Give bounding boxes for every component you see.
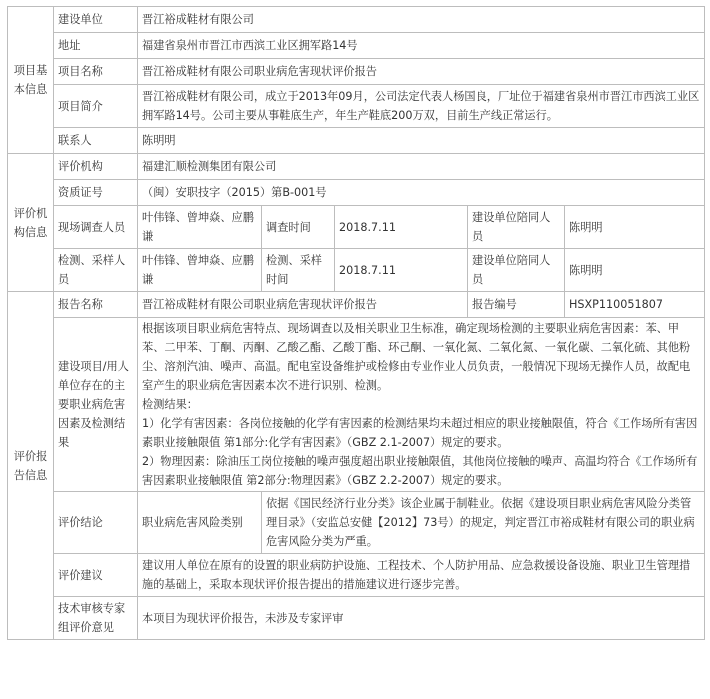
cert-value: （闽）安职技字（2015）第B-001号 bbox=[138, 180, 705, 206]
report-title-label: 报告名称 bbox=[54, 292, 138, 318]
survey-time-label: 调查时间 bbox=[262, 206, 335, 249]
table-row bbox=[8, 597, 705, 640]
project-name-label: 项目名称 bbox=[54, 59, 138, 85]
risk-category-label: 职业病危害风险类别 bbox=[138, 492, 262, 554]
agency-label: 评价机构 bbox=[54, 154, 138, 180]
contact-label: 联系人 bbox=[54, 128, 138, 154]
report-number-label: 报告编号 bbox=[468, 292, 565, 318]
table-row bbox=[8, 292, 705, 318]
section-report-label: 评价报告信息 bbox=[8, 292, 54, 640]
sampling-time-value: 2018.7.11 bbox=[335, 249, 468, 292]
table-row bbox=[8, 7, 705, 33]
cert-label: 资质证号 bbox=[54, 180, 138, 206]
table-row bbox=[8, 128, 705, 154]
table-row bbox=[8, 33, 705, 59]
conclusion-label: 评价结论 bbox=[54, 492, 138, 554]
expert-opinion-label: 技术审核专家组评价意见 bbox=[54, 597, 138, 640]
hazard-factors-label: 建设项目/用人单位存在的主要职业病危害因素及检测结果 bbox=[54, 318, 138, 492]
report-info-table bbox=[7, 6, 705, 640]
survey-escort-value: 陈明明 bbox=[565, 206, 705, 249]
sampling-escort-value: 陈明明 bbox=[565, 249, 705, 292]
table-row bbox=[8, 249, 705, 292]
survey-escort-label: 建设单位陪同人员 bbox=[468, 206, 565, 249]
table-row bbox=[8, 492, 705, 554]
hazard-chemical-result: 1）化学有害因素：各岗位接触的化学有害因素的检测结果均未超过相应的职业接触限值，符合《工作场所有害因素职业接触限值 第1部分:化学有害因素》（GBZ 2.1-2007）规定的要求。 bbox=[142, 417, 698, 449]
project-name-value: 晋江裕成鞋材有限公司职业病危害现状评价报告 bbox=[138, 59, 705, 85]
hazard-physical-result: 2）物理因素：除油压工岗位接触的噪声强度超出职业接触限值，其他岗位接触的噪声、高温均符合《工作场所有害因素职业接触限值 第2部分:物理因素》（GBZ 2.2-2007）规定的要求。 bbox=[142, 455, 698, 487]
unit-label: 建设单位 bbox=[54, 7, 138, 33]
project-intro-value: 晋江裕成鞋材有限公司，成立于2013年09月，公司法定代表人杨国良，厂址位于福建省泉州市晋江市西滨工业区拥军路14号。公司主要从事鞋底生产，年生产鞋底200万双，目前生产线正常运行。 bbox=[138, 85, 705, 128]
advice-label: 评价建议 bbox=[54, 554, 138, 597]
agency-value: 福建汇顺检测集团有限公司 bbox=[138, 154, 705, 180]
expert-opinion-value: 本项目为现状评价报告，未涉及专家评审 bbox=[138, 597, 705, 640]
table-row bbox=[8, 206, 705, 249]
hazard-results-heading: 检测结果： bbox=[142, 398, 198, 411]
report-number-value: HSXP110051807 bbox=[565, 292, 705, 318]
report-title-value: 晋江裕成鞋材有限公司职业病危害现状评价报告 bbox=[138, 292, 468, 318]
table-row bbox=[8, 85, 705, 128]
survey-staff-label: 现场调查人员 bbox=[54, 206, 138, 249]
hazard-factors-intro: 根据该项目职业病危害特点、现场调查以及相关职业卫生标准，确定现场检测的主要职业病危害因素：苯、甲苯、二甲苯、丁酮、丙酮、乙酸乙酯、乙酸丁酯、环己酮、一氧化氮、二氧化氮、一氧化碳、二氧化硫、其他粉尘、溶剂汽油、噪声、高温。配电室设备维护或检修由专业作业人员负责，一般情况下现场无操作人员，故配电室产生的职业病危害因素本次不进行识别、检测。 bbox=[142, 322, 691, 392]
risk-category-value: 依据《国民经济行业分类》该企业属于制鞋业。依据《建设项目职业病危害风险分类管理目录》（安监总安健【2012】73号）的规定，判定晋江市裕成鞋材有限公司的职业病危害风险分类为严重。 bbox=[262, 492, 705, 554]
table-row bbox=[8, 554, 705, 597]
contact-value: 陈明明 bbox=[138, 128, 705, 154]
sampling-staff-label: 检测、采样人员 bbox=[54, 249, 138, 292]
survey-time-value: 2018.7.11 bbox=[335, 206, 468, 249]
sampling-time-label: 检测、采样时间 bbox=[262, 249, 335, 292]
section-basic-label: 项目基本信息 bbox=[8, 7, 54, 154]
section-agency-label: 评价机构信息 bbox=[8, 154, 54, 292]
advice-value: 建议用人单位在原有的设置的职业病防护设施、工程技术、个人防护用品、应急救援设备设施、职业卫生管理措施的基础上，采取本现状评价报告提出的措施建议进行逐步完善。 bbox=[138, 554, 705, 597]
project-intro-label: 项目简介 bbox=[54, 85, 138, 128]
address-value: 福建省泉州市晋江市西滨工业区拥军路14号 bbox=[138, 33, 705, 59]
table-row bbox=[8, 318, 705, 492]
table-row bbox=[8, 180, 705, 206]
sampling-staff-value: 叶伟锋、曾坤焱、应鹏谦 bbox=[138, 249, 262, 292]
sampling-escort-label: 建设单位陪同人员 bbox=[468, 249, 565, 292]
hazard-factors-cell bbox=[138, 318, 705, 492]
survey-staff-value: 叶伟锋、曾坤焱、应鹏谦 bbox=[138, 206, 262, 249]
table-row bbox=[8, 59, 705, 85]
table-row bbox=[8, 154, 705, 180]
unit-value: 晋江裕成鞋材有限公司 bbox=[138, 7, 705, 33]
address-label: 地址 bbox=[54, 33, 138, 59]
